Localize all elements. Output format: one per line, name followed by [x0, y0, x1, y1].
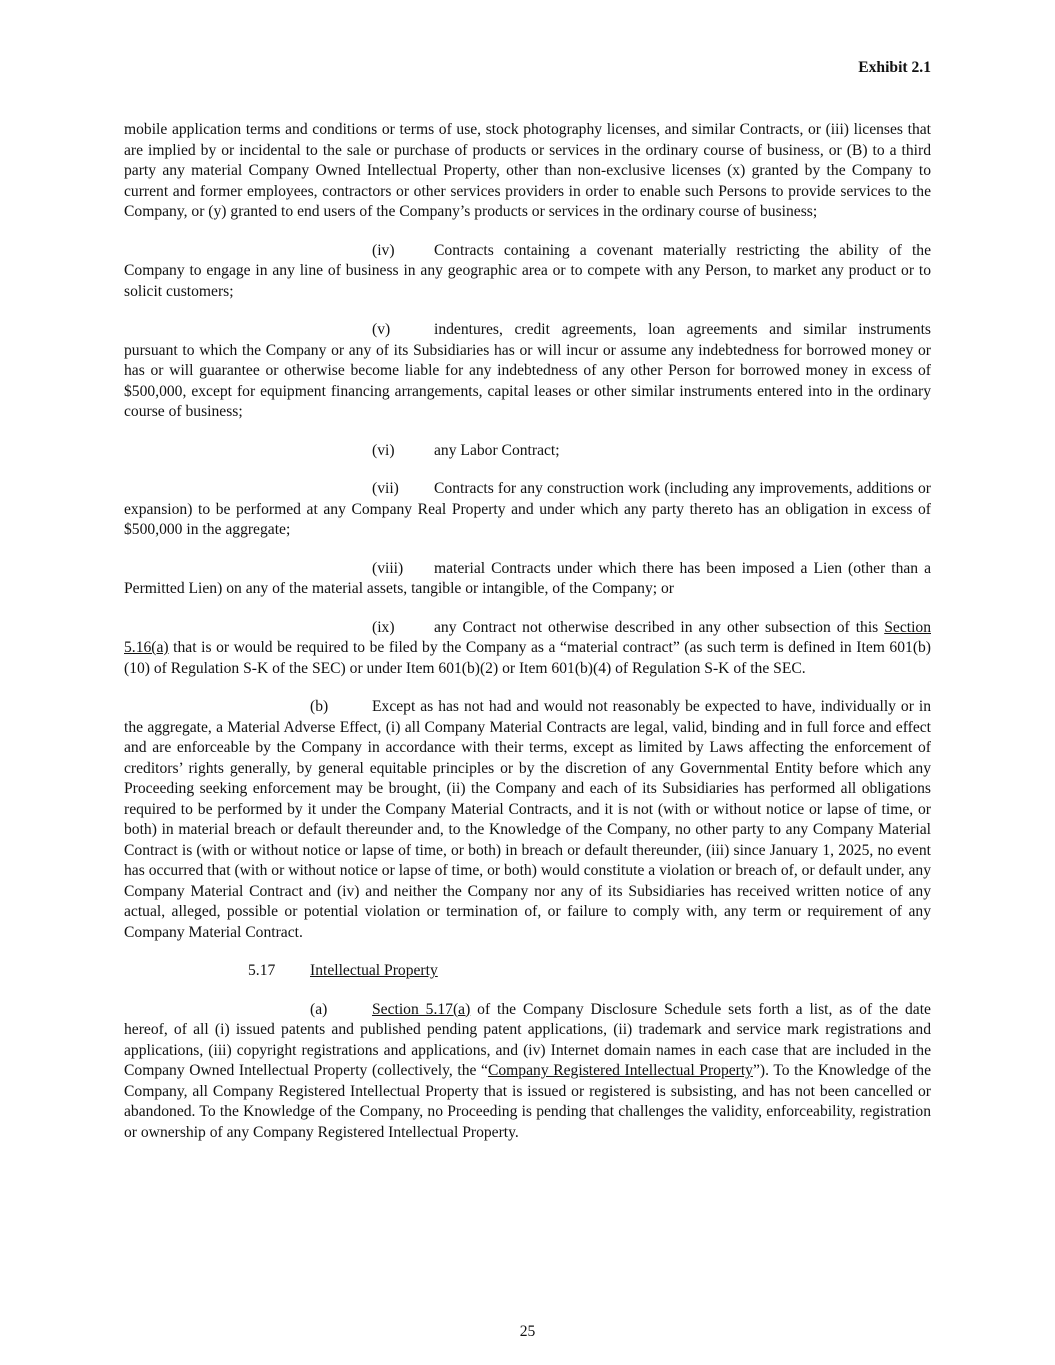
clause-text-continued: that is or would be required to be filed by the Company as a “material contract” (as such term is defined in Item 601(b)(10) of Regulation S-K of the SEC) or under Item 601(b)(2) or Item 601(b)(4) of Regulation S-K of the SEC.	[124, 639, 931, 677]
section-title: Intellectual Property	[310, 962, 438, 979]
clause-viii	[124, 559, 931, 600]
clause-text: Contracts containing a covenant materially restricting the ability of the Company to engage in any line of business in any geographic area or to compete with any Person, to market any product or to solicit customers;	[124, 241, 931, 300]
clause-number: (v)	[372, 321, 391, 338]
clause-text-continued: ”). To the Knowledge of the Company, all Company Registered Intellectual Property that is issued or registered is subsisting, and has not been cancelled or abandoned. To the Knowledge of the Company, no Proceeding is pending that challenges the validity, enforceability, registration or ownership of any Company Registered Intellectual Property.	[124, 1062, 931, 1141]
clause-number: (vii)	[372, 480, 399, 497]
document-body	[124, 120, 931, 1143]
clause-number: (iv)	[372, 241, 395, 259]
clause-5-17-a	[124, 1000, 931, 1144]
clause-v	[124, 320, 931, 423]
clause-number: (b)	[310, 698, 329, 715]
clause-number: (vi)	[372, 441, 395, 459]
clause-text: Contracts for any construction work (including any improvements, additions or expansion) to be performed at any Company Real Property and under which any party thereto has an obligation in excess of $500,000 in the aggregate;	[124, 480, 931, 538]
clause-text: of the Company Disclosure Schedule sets forth a list, as of the date hereof, of all (i) issued patents and published pending patent applications, (ii) trademark and service mark registrations and applications, (iii) copyright registrations and applications, and (iv) Internet domain names in each case that are included in the Company Owned Intellectual Property (collectively, the “	[124, 1000, 931, 1079]
clause-text: material Contracts under which there has been imposed a Lien (other than a Permitted Lien) on any of the material assets, tangible or intangible, of the Company; or	[124, 559, 931, 597]
clause-vi	[124, 441, 931, 462]
clause-number: (ix)	[372, 618, 395, 636]
section-reference-link: Section 5.17(a)	[372, 1000, 471, 1018]
clause-b	[124, 697, 931, 943]
paragraph-continuation: mobile application terms and conditions or terms of use, stock photography licenses, and similar Contracts, or (iii) licenses that are implied by or incidental to the sale or purchase of products or services in the ordinary course of business, or (B) to a third party any material Company Owned Intellectual Property, other than non-exclusive licenses (x) granted by the Company to current and former employees, contractors or other services providers in order to enable such Persons to provide services to the Company, or (y) granted to end users of the Company’s products or services in the ordinary course of business;	[124, 121, 931, 220]
clause-vii	[124, 479, 931, 541]
exhibit-label: Exhibit 2.1	[858, 59, 931, 76]
clause-number: (a)	[310, 1000, 328, 1018]
clause-text: indentures, credit agreements, loan agreements and similar instruments pursuant to which the Company or any of its Subsidiaries has or will incur or assume any indebtedness for borrowed money or has or will guarantee or otherwise become liable for any indebtedness of any other Person for borrowed money in excess of $500,000, except for equipment financing arrangements, capital leases or other similar instruments entered into in the ordinary course of business;	[124, 321, 931, 420]
clause-iv	[124, 241, 931, 303]
clause-number: (viii)	[372, 559, 404, 577]
section-heading-5-17	[124, 961, 931, 982]
clause-text: Except as has not had and would not reasonably be expected to have, individually or in the aggregate, a Material Adverse Effect, (i) all Company Material Contracts are legal, valid, binding and in full force and effect and are enforceable by the Company in accordance with their terms, except as limited by Laws affecting the enforcement of creditors’ rights generally, by general equitable principles or by the discretion of any Governmental Entity before which any Proceeding seeking enforcement may be brought, (ii) the Company and each of its Subsidiaries has performed all obligations required to be performed by it under the Company Material Contracts, and it is not (with or without notice or lapse of time, or both) in material breach or default thereunder and, to the Knowledge of the Company, no other party to any Company Material Contract is (with or without notice or lapse of time, or both) in breach or default thereunder, (iii) since January 1, 2025, no event has occurred that (with or without notice or lapse of time, or both) would constitute a violation or breach of, or default under, any Company Material Contract and (iv) and neither the Company nor any of its Subsidiaries has received written notice of any actual, alleged, possible or potential violation or termination of, or failure to comply with, any term or requirement of any Company Material Contract.	[124, 698, 931, 941]
clause-text: any Labor Contract;	[434, 441, 560, 459]
defined-term: Company Registered Intellectual Property	[487, 1062, 753, 1079]
clause-text: any Contract not otherwise described in any other subsection of this	[434, 618, 885, 636]
section-number: 5.17	[248, 962, 276, 979]
page-number: 25	[519, 1323, 536, 1340]
clause-ix	[124, 618, 931, 680]
section-reference-link: Section 5.16(a)	[124, 618, 931, 656]
